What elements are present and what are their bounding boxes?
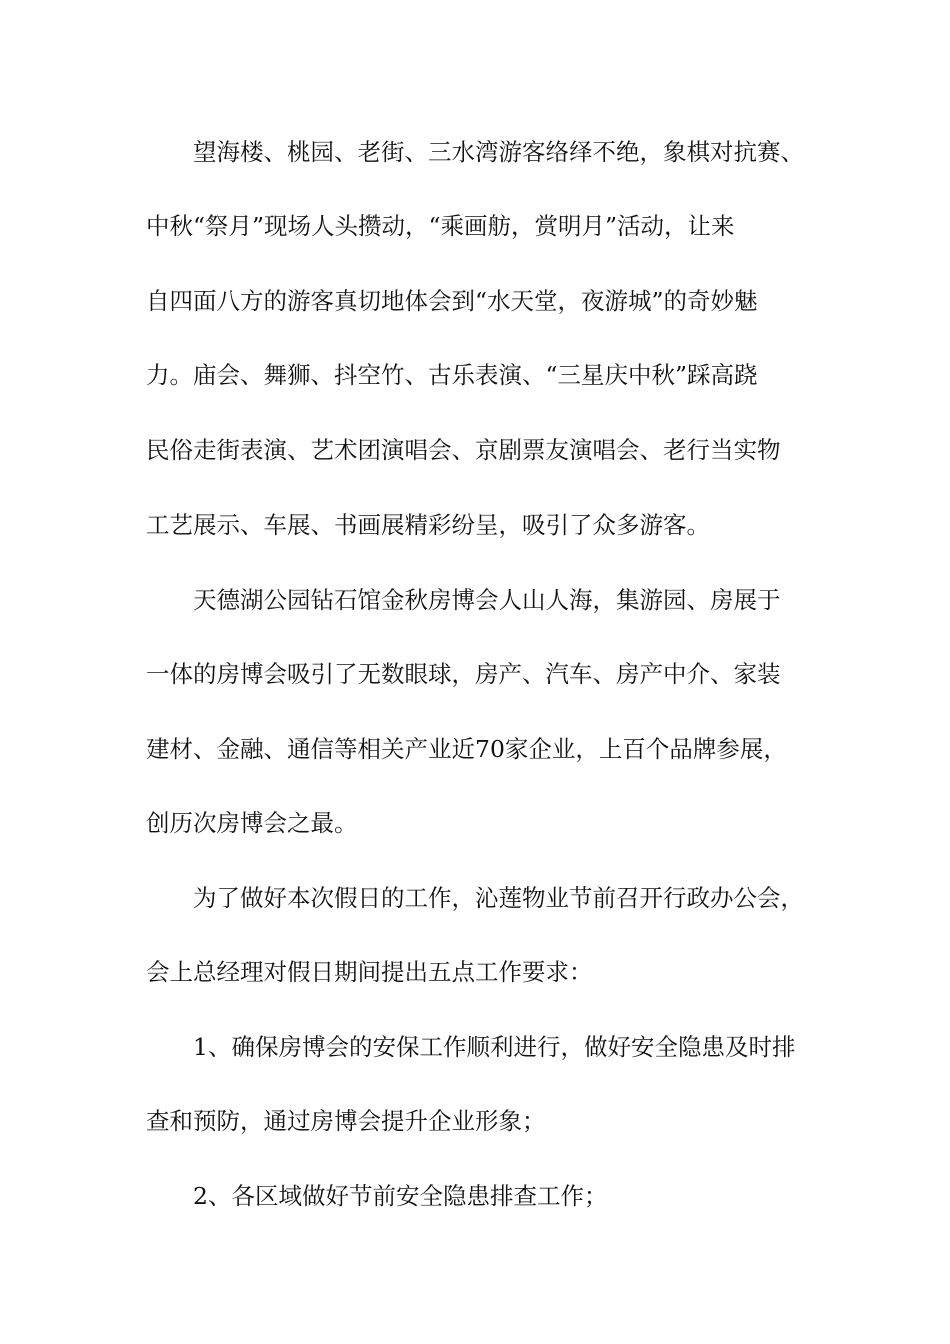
paragraph-line: 创历次房博会之最。 <box>146 809 358 837</box>
list-item-line: 查和预防，通过房博会提升企业形象； <box>146 1107 546 1135</box>
paragraph-line: 工艺展示、车展、书画展精彩纷呈，吸引了众多游客。 <box>146 511 710 539</box>
paragraph-line: 为了做好本次假日的工作，沁莲物业节前召开行政办公会， <box>193 884 804 912</box>
paragraph-line: 自四面八方的游客真切地体会到“水天堂，夜游城”的奇妙魅 <box>146 287 758 315</box>
paragraph-line: 中秋“祭月”现场人头攒动，“乘画舫，赏明月”活动，让来 <box>146 212 735 240</box>
paragraph-line: 会上总经理对假日期间提出五点工作要求： <box>146 958 593 986</box>
paragraph-line: 力。庙会、舞狮、抖空竹、古乐表演、“三星庆中秋”踩高跷 <box>146 361 758 389</box>
paragraph-line: 建材、金融、通信等相关产业近70家企业，上百个品牌参展， <box>146 735 787 763</box>
paragraph-line: 天德湖公园钻石馆金秋房博会人山人海，集游园、房展于 <box>193 586 781 614</box>
paragraph-line: 望海楼、桃园、老街、三水湾游客络绎不绝，象棋对抗赛、 <box>193 138 804 166</box>
paragraph-line: 民俗走街表演、艺术团演唱会、京剧票友演唱会、老行当实物 <box>146 436 781 464</box>
list-item-line: 1、确保房博会的安保工作顺利进行，做好安全隐患及时排 <box>193 1033 796 1061</box>
paragraph-line: 一体的房博会吸引了无数眼球，房产、汽车、房产中介、家装 <box>146 660 781 688</box>
list-item-line: 2、各区域做好节前安全隐患排查工作； <box>193 1182 608 1210</box>
